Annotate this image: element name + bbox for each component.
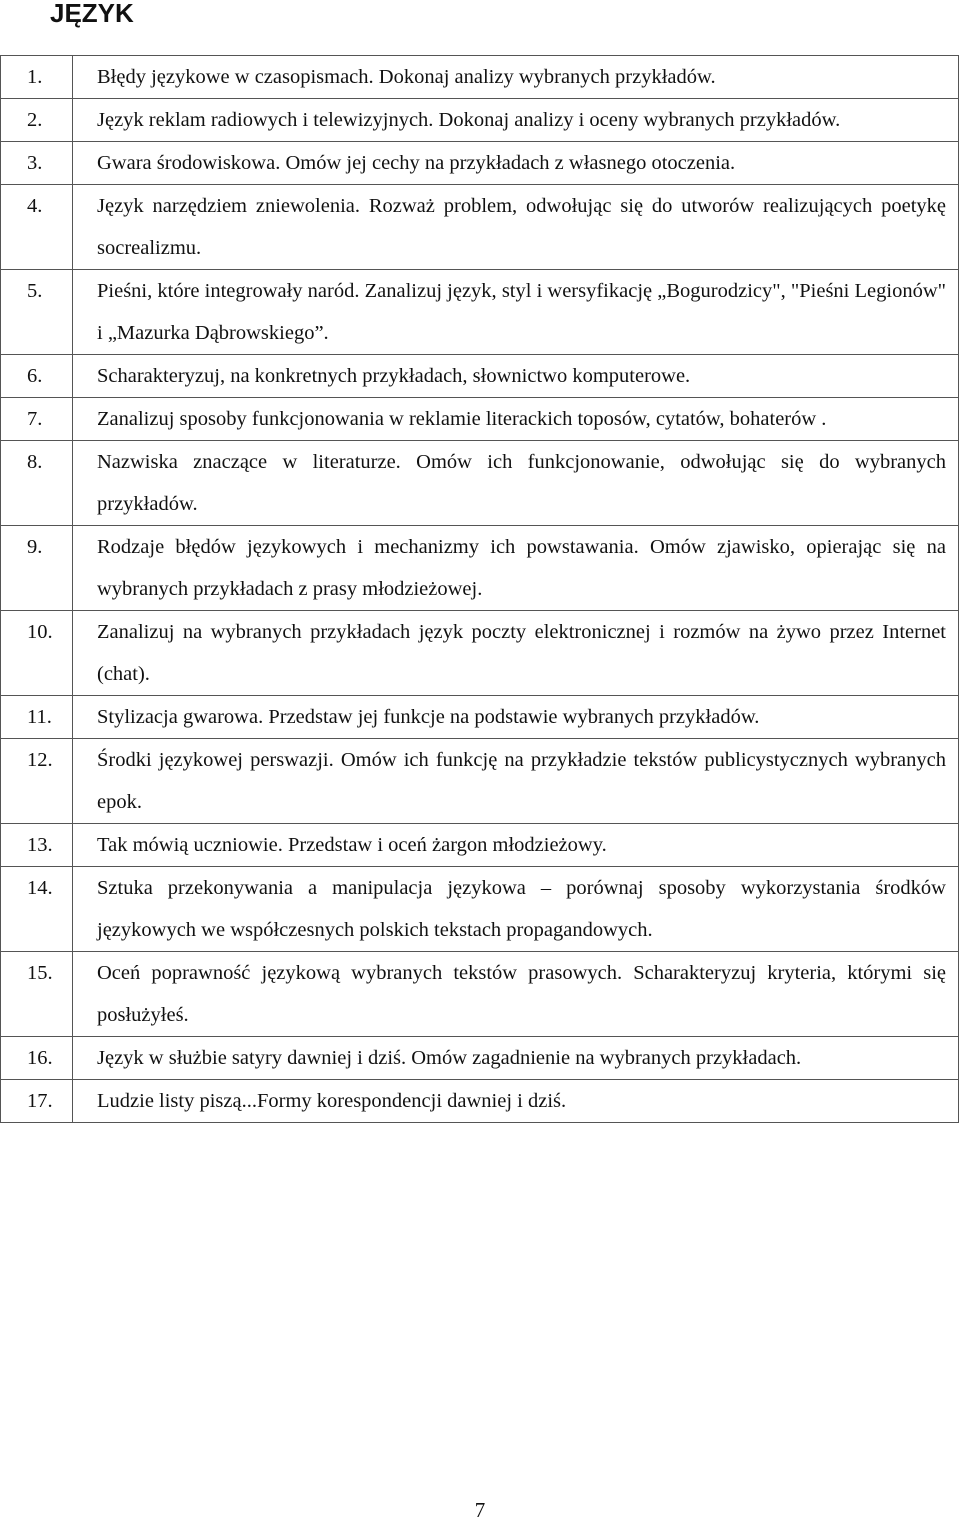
table-row bbox=[1, 99, 959, 142]
topic-number: 1. bbox=[1, 56, 73, 99]
table-row bbox=[1, 56, 959, 99]
topic-text: Ludzie listy piszą...Formy korespondencji dawniej i dziś. bbox=[73, 1080, 959, 1123]
topic-number: 16. bbox=[1, 1037, 73, 1080]
topic-text: Błędy językowe w czasopismach. Dokonaj analizy wybranych przykładów. bbox=[73, 56, 959, 99]
topic-text: Pieśni, które integrowały naród. Zanalizuj język, styl i wersyfikację „Bogurodzicy", "Pieśni Legionów" i „Mazurka Dąbrowskiego”. bbox=[73, 270, 959, 355]
table-row bbox=[1, 355, 959, 398]
topics-table bbox=[0, 55, 959, 1123]
table-row bbox=[1, 867, 959, 952]
topic-number: 6. bbox=[1, 355, 73, 398]
topic-text: Zanalizuj sposoby funkcjonowania w reklamie literackich toposów, cytatów, bohaterów . bbox=[73, 398, 959, 441]
topic-number: 17. bbox=[1, 1080, 73, 1123]
topic-text: Środki językowej perswazji. Omów ich funkcję na przykładzie tekstów publicystycznych wybranych epok. bbox=[73, 739, 959, 824]
table-row bbox=[1, 739, 959, 824]
table-row bbox=[1, 398, 959, 441]
topic-number: 2. bbox=[1, 99, 73, 142]
table-row bbox=[1, 952, 959, 1037]
topic-number: 15. bbox=[1, 952, 73, 1037]
topic-text: Rodzaje błędów językowych i mechanizmy ich powstawania. Omów zjawisko, opierając się na wybranych przykładach z prasy młodzieżowej. bbox=[73, 526, 959, 611]
table-row bbox=[1, 185, 959, 270]
page-title: JĘZYK bbox=[50, 0, 134, 28]
topic-text: Sztuka przekonywania a manipulacja językowa – porównaj sposoby wykorzystania środków językowych we współczesnych polskich tekstach propagandowych. bbox=[73, 867, 959, 952]
topic-text: Język reklam radiowych i telewizyjnych. Dokonaj analizy i oceny wybranych przykładów. bbox=[73, 99, 959, 142]
topic-number: 7. bbox=[1, 398, 73, 441]
topic-text: Nazwiska znaczące w literaturze. Omów ich funkcjonowanie, odwołując się do wybranych przykładów. bbox=[73, 441, 959, 526]
table-row bbox=[1, 696, 959, 739]
topic-number: 12. bbox=[1, 739, 73, 824]
topic-number: 9. bbox=[1, 526, 73, 611]
topic-text: Gwara środowiskowa. Omów jej cechy na przykładach z własnego otoczenia. bbox=[73, 142, 959, 185]
table-row bbox=[1, 824, 959, 867]
topic-number: 10. bbox=[1, 611, 73, 696]
table-row bbox=[1, 142, 959, 185]
topic-text: Stylizacja gwarowa. Przedstaw jej funkcje na podstawie wybranych przykładów. bbox=[73, 696, 959, 739]
topic-text: Zanalizuj na wybranych przykładach język poczty elektronicznej i rozmów na żywo przez Internet (chat). bbox=[73, 611, 959, 696]
topic-text: Oceń poprawność językową wybranych tekstów prasowych. Scharakteryzuj kryteria, którymi się posłużyłeś. bbox=[73, 952, 959, 1037]
topic-text: Język w służbie satyry dawniej i dziś. Omów zagadnienie na wybranych przykładach. bbox=[73, 1037, 959, 1080]
topic-number: 4. bbox=[1, 185, 73, 270]
table-row bbox=[1, 526, 959, 611]
table-row bbox=[1, 441, 959, 526]
table-row bbox=[1, 1037, 959, 1080]
table-row bbox=[1, 1080, 959, 1123]
topic-number: 5. bbox=[1, 270, 73, 355]
topics-table-body bbox=[1, 56, 959, 1123]
topic-number: 14. bbox=[1, 867, 73, 952]
topic-number: 11. bbox=[1, 696, 73, 739]
topic-number: 8. bbox=[1, 441, 73, 526]
topic-number: 13. bbox=[1, 824, 73, 867]
topic-text: Scharakteryzuj, na konkretnych przykładach, słownictwo komputerowe. bbox=[73, 355, 959, 398]
topic-text: Tak mówią uczniowie. Przedstaw i oceń żargon młodzieżowy. bbox=[73, 824, 959, 867]
topic-number: 3. bbox=[1, 142, 73, 185]
topic-text: Język narzędziem zniewolenia. Rozważ problem, odwołując się do utworów realizujących poetykę socrealizmu. bbox=[73, 185, 959, 270]
table-row bbox=[1, 611, 959, 696]
table-row bbox=[1, 270, 959, 355]
page-number: 7 bbox=[474, 1498, 486, 1522]
